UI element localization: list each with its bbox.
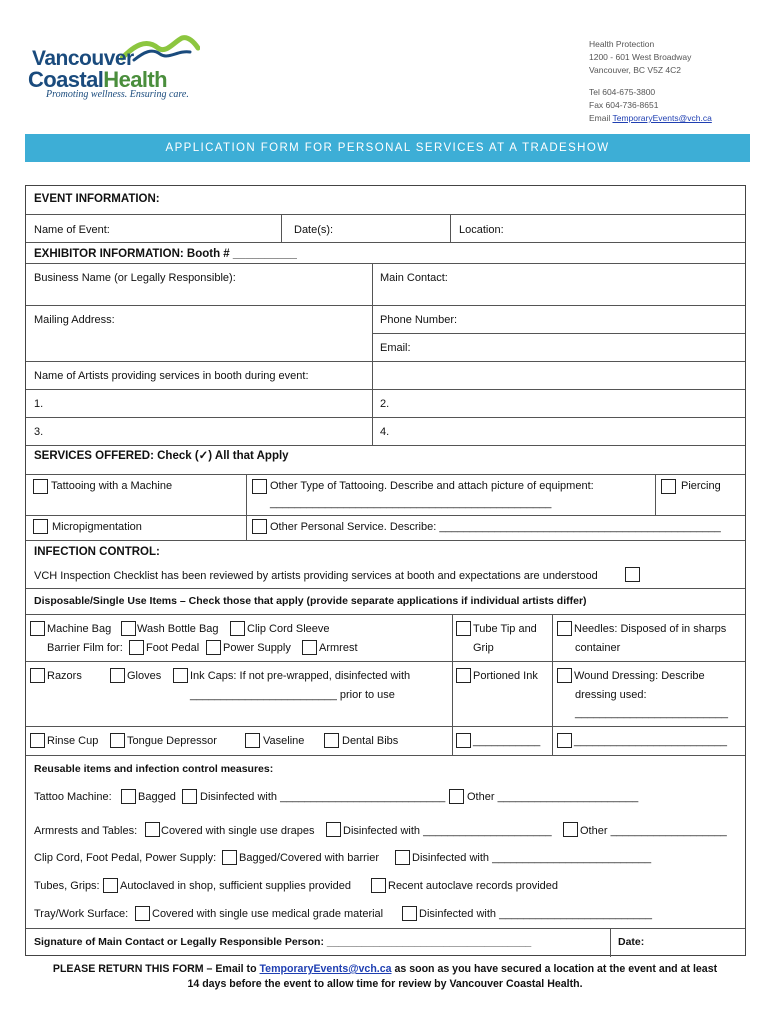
ink-caps-checkbox[interactable] [173,668,188,683]
foot-pedal-checkbox[interactable] [129,640,144,655]
return-email-link[interactable]: TemporaryEvents@vch.ca [259,963,392,975]
machine-bag-label: Machine Bag [47,623,112,635]
wash-bottle-checkbox[interactable] [121,621,136,636]
artist-2-field[interactable]: 2. [380,398,390,410]
event-name-field[interactable]: Name of Event: [34,224,110,236]
address-tel: Tel 604-675-3800 [589,87,656,97]
event-heading: EVENT INFORMATION: [34,193,160,205]
armrests-label: Armrests and Tables: [34,825,138,837]
disinfected-4-label[interactable]: Disinfected with _________________________ [419,908,653,920]
email-field[interactable]: Email: [380,342,411,354]
armrest-checkbox[interactable] [302,640,317,655]
covered-medical-label: Covered with single use medical grade material [152,908,384,920]
covered-drapes-label: Covered with single use drapes [161,825,315,837]
covered-drapes-checkbox[interactable] [145,822,160,837]
rinse-cup-label: Rinse Cup [47,735,99,747]
tube-tip-checkbox[interactable] [456,621,471,636]
other-item-1-checkbox[interactable] [456,733,471,748]
tongue-depressor-checkbox[interactable] [110,733,125,748]
ink-caps-line[interactable]: ________________________ prior to use [190,689,395,701]
artist-4-field[interactable]: 4. [380,426,390,438]
container-label: container [575,642,621,654]
micropigmentation-label: Micropigmentation [52,521,142,533]
vaseline-checkbox[interactable] [245,733,260,748]
disinfected-4-checkbox[interactable] [402,906,417,921]
bagged-covered-label: Bagged/Covered with barrier [239,852,380,864]
autoclaved-label: Autoclaved in shop, sufficient supplies provided [120,880,351,892]
tongue-depressor-label: Tongue Depressor [127,735,217,747]
clip-cord-label: Clip Cord Sleeve [247,623,330,635]
other-tattoo-line[interactable]: ______________________________________________ [270,497,552,509]
power-supply-checkbox[interactable] [206,640,221,655]
disinfected-2-checkbox[interactable] [326,822,341,837]
disposable-heading: Disposable/Single Use Items – Check those that apply (provide separate applications if individual artists differ) [34,595,587,607]
dressing-used-label: dressing used: [575,689,647,701]
address-city: Vancouver, BC V5Z 4C2 [589,65,681,75]
disinfected-1-checkbox[interactable] [182,789,197,804]
other-tattoo-label: Other Type of Tattooing. Describe and attach picture of equipment: [270,480,594,492]
tube-tip-label: Tube Tip and [473,623,537,635]
email-link[interactable]: TemporaryEvents@vch.ca [612,113,712,123]
return-instructions-line2: 14 days before the event to allow time for review by Vancouver Coastal Health. [187,978,583,990]
other-item-1-line[interactable]: ___________ [473,735,541,747]
address-fax: Fax 604-736-8651 [589,100,659,110]
other-tattoo-checkbox[interactable] [252,479,267,494]
bagged-label: Bagged [138,791,176,803]
piercing-checkbox[interactable] [661,479,676,494]
rinse-cup-checkbox[interactable] [30,733,45,748]
dressing-used-line[interactable]: _________________________ [575,707,728,719]
razors-checkbox[interactable] [30,668,45,683]
machine-bag-checkbox[interactable] [30,621,45,636]
other-item-2-checkbox[interactable] [557,733,572,748]
ink-caps-label: Ink Caps: If not pre-wrapped, disinfected with [190,670,411,682]
portioned-ink-label: Portioned Ink [473,670,538,682]
clip-cord-reuse-label: Clip Cord, Foot Pedal, Power Supply: [34,852,217,864]
gloves-label: Gloves [127,670,162,682]
tattoo-machine-label: Tattooing with a Machine [51,480,173,492]
disinfected-2-label[interactable]: Disinfected with _____________________ [343,825,552,837]
artist-3-field[interactable]: 3. [34,426,44,438]
grip-label: Grip [473,642,494,654]
other-1-label[interactable]: Other _______________________ [467,791,639,803]
signature-field[interactable]: Signature of Main Contact or Legally Responsible Person: ___________________________________ [34,936,532,948]
business-name-field[interactable]: Business Name (or Legally Responsible): [34,272,236,284]
event-location-field[interactable]: Location: [459,224,504,236]
checklist-checkbox[interactable] [625,567,640,582]
needles-label: Needles: Disposed of in sharps [574,623,727,635]
recent-autoclave-label: Recent autoclave records provided [388,880,558,892]
gloves-checkbox[interactable] [110,668,125,683]
reusable-heading: Reusable items and infection control measures: [34,763,274,775]
address-email: Email TemporaryEvents@vch.ca [589,113,712,123]
disinfected-1-label[interactable]: Disinfected with ___________________________ [200,791,446,803]
address-street: 1200 - 601 West Broadway [589,52,692,62]
wash-bottle-label: Wash Bottle Bag [137,623,219,635]
logo-vancouver: Vancouver [32,47,134,70]
barrier-film-label: Barrier Film for: [47,642,123,654]
other-item-2-line[interactable]: _________________________ [574,735,727,747]
micropigmentation-checkbox[interactable] [33,519,48,534]
services-heading: SERVICES OFFERED: Check (✓) All that Apply [34,450,289,462]
main-contact-field[interactable]: Main Contact: [380,272,448,284]
autoclaved-checkbox[interactable] [103,878,118,893]
other-2-checkbox[interactable] [563,822,578,837]
disinfected-3-checkbox[interactable] [395,850,410,865]
mailing-address-field[interactable]: Mailing Address: [34,314,115,326]
clip-cord-checkbox[interactable] [230,621,245,636]
exhibitor-heading: EXHIBITOR INFORMATION: Booth # __________ [34,248,297,260]
form-title-banner: APPLICATION FORM FOR PERSONAL SERVICES AT A TRADESHOW [25,134,750,162]
bagged-checkbox[interactable] [121,789,136,804]
vch-logo [24,34,199,100]
tattoo-machine-checkbox[interactable] [33,479,48,494]
foot-pedal-label: Foot Pedal [146,642,200,654]
date-field[interactable]: Date: [618,936,645,948]
event-dates-field[interactable]: Date(s): [294,224,334,236]
other-2-label[interactable]: Other ___________________ [580,825,727,837]
disinfected-3-label[interactable]: Disinfected with __________________________ [412,852,652,864]
artist-1-field[interactable]: 1. [34,398,44,410]
infection-heading: INFECTION CONTROL: [34,546,160,558]
armrest-label: Armrest [319,642,358,654]
artists-label: Name of Artists providing services in booth during event: [34,370,309,382]
other-personal-label[interactable]: Other Personal Service. Describe: ______________________________________________ [270,521,721,533]
tattoo-machine-reuse-label: Tattoo Machine: [34,791,112,803]
checklist-label: VCH Inspection Checklist has been reviewed by artists providing services at booth and expectations are understood [34,570,598,582]
other-personal-checkbox[interactable] [252,519,267,534]
tray-label: Tray/Work Surface: [34,908,129,920]
other-1-checkbox[interactable] [449,789,464,804]
application-form [25,185,746,956]
phone-number-field[interactable]: Phone Number: [380,314,458,326]
portioned-ink-checkbox[interactable] [456,668,471,683]
address-dept: Health Protection [589,39,655,49]
logo-tagline: Promoting wellness. Ensuring care. [46,89,189,100]
wound-dressing-label: Wound Dressing: Describe [574,670,705,682]
power-supply-label: Power Supply [223,642,291,654]
office-address [589,38,712,125]
wound-dressing-checkbox[interactable] [557,668,572,683]
tubes-grips-label: Tubes, Grips: [34,880,100,892]
covered-medical-checkbox[interactable] [135,906,150,921]
bagged-covered-checkbox[interactable] [222,850,237,865]
dental-bibs-checkbox[interactable] [324,733,339,748]
needles-checkbox[interactable] [557,621,572,636]
piercing-label: Piercing [681,480,721,492]
logo-coastal-health: CoastalHealth [28,67,167,92]
vaseline-label: Vaseline [263,735,305,747]
recent-autoclave-checkbox[interactable] [371,878,386,893]
dental-bibs-label: Dental Bibs [342,735,399,747]
razors-label: Razors [47,670,82,682]
return-instructions-line1: PLEASE RETURN THIS FORM – Email to TemporaryEvents@vch.ca as soon as you have secured a location at the event and at least [52,963,718,975]
